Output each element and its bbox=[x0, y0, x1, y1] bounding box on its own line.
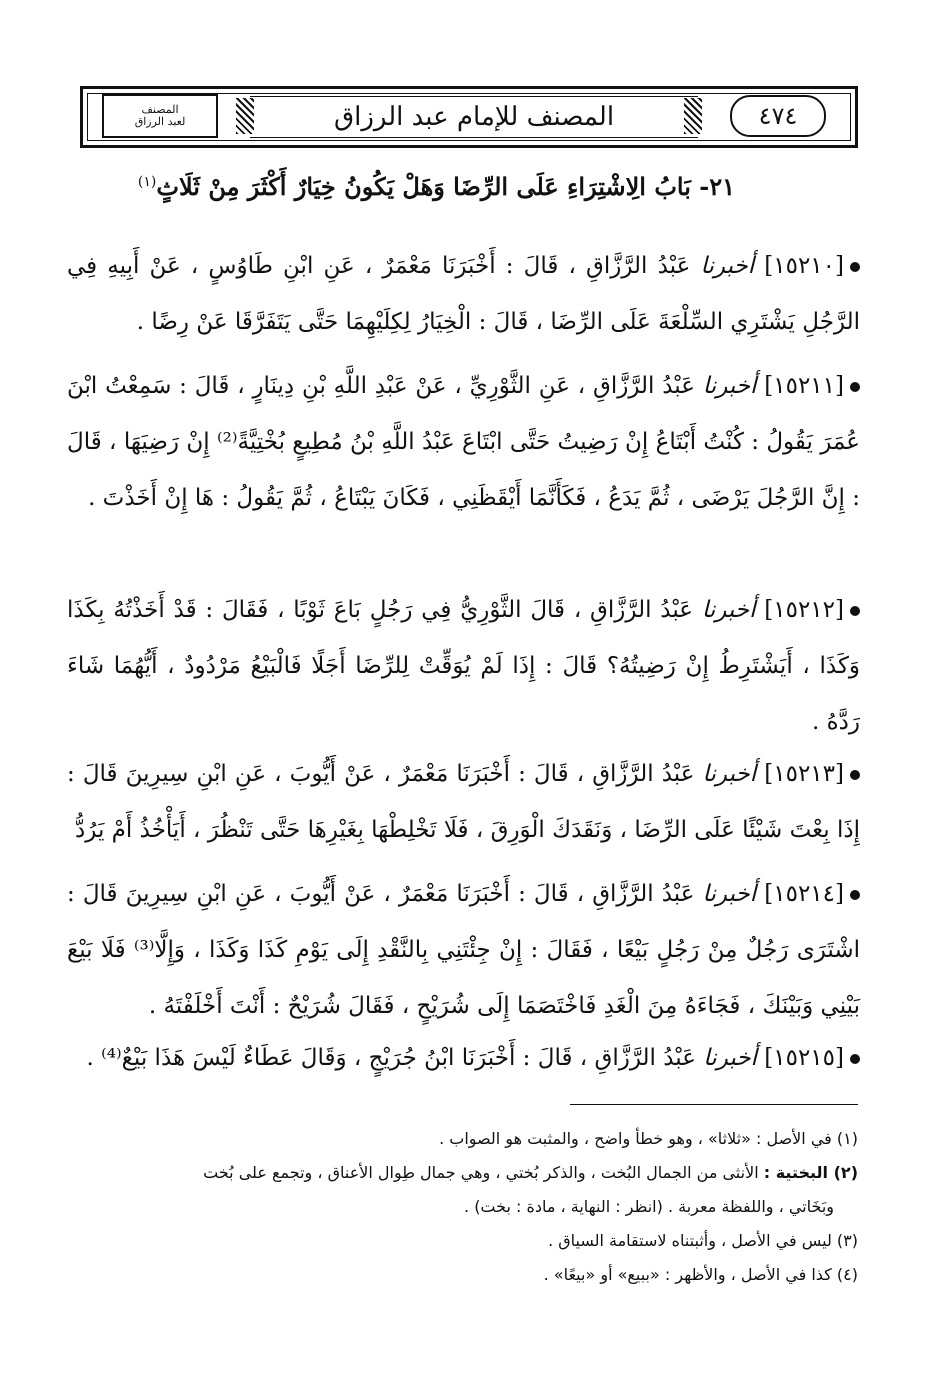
chapter-note-ref: (١) bbox=[137, 174, 157, 190]
akhbarana-mark: أخبرنا bbox=[702, 373, 757, 399]
hadith-text: عَبْدُ الرَّزَّاقِ ، قَالَ : أَخْبَرَنَا ابْنُ جُرَيْجٍ ، وَقَالَ عَطَاءٌ لَيْسَ هَذَا بَيْعٌ⁽⁴⁾ . bbox=[86, 1045, 696, 1071]
hadith-entry bbox=[67, 746, 860, 858]
running-header bbox=[80, 86, 858, 148]
footnote-label: (٢) البختية : bbox=[763, 1163, 858, 1182]
akhbarana-mark: أخبرنا bbox=[703, 1045, 757, 1071]
chapter-title: ٢١- بَابُ الِاشْتِرَاءِ عَلَى الرِّضَا وَهَلْ يَكُونُ خِيَارٌ أَكْثَرَ مِنْ ثَلَاثٍ bbox=[156, 172, 735, 201]
bullet-icon bbox=[850, 890, 860, 900]
footnote-text: (١) في الأصل : «ثلاثا» ، وهو خطأ واضح ، والمثبت هو الصواب . bbox=[439, 1129, 858, 1148]
footnote bbox=[66, 1156, 858, 1190]
hadith-entry bbox=[67, 238, 860, 350]
hadith-entry bbox=[67, 1030, 860, 1086]
footnote-continuation bbox=[66, 1190, 858, 1224]
bullet-icon bbox=[850, 382, 860, 392]
chapter-heading bbox=[138, 172, 735, 201]
footnote bbox=[66, 1224, 858, 1258]
bullet-icon bbox=[850, 1054, 860, 1064]
footnote-text: وبَخَاتي ، واللفظة معربة . (انظر : النهاية ، مادة : بخت) . bbox=[464, 1197, 834, 1216]
hadith-text: عَبْدُ الرَّزَّاقِ ، عَنِ الثَّوْرِيِّ ، عَنْ عَبْدِ اللَّهِ بْنِ دِينَارٍ ، قَالَ : سَمِعْتُ ابْنَ عُمَرَ يَقُولُ : كُنْتُ أَبْتَاعُ إِنْ رَضِيتُ حَتَّى ابْتَاعَ عَبْدُ اللَّهِ بْنُ مُطِيعٍ بُخْتِيَّةً⁽²⁾ إِنْ رَضِيَهَا ، قَالَ : إِنَّ الرَّجُلَ يَرْضَى ، ثُمَّ يَدَعُ ، فَكَأَنَّمَا أَيْقَظَنِي ، فَكَانَ يَبْتَاعُ ، ثُمَّ يَقُولُ : هَا إِنْ أَخَذْتَ . bbox=[67, 373, 861, 511]
footnote-text: (٤) كذا في الأصل ، والأظهر : «ببيع» أو «بيعًا» . bbox=[543, 1265, 858, 1284]
hadith-entry bbox=[67, 358, 860, 526]
running-title: المصنف للإمام عبد الرزاق bbox=[250, 96, 698, 138]
hadith-entry bbox=[67, 582, 860, 750]
footnotes bbox=[66, 1122, 858, 1292]
bullet-icon bbox=[850, 606, 860, 616]
book-seal-text: المصنف لعبد الرزاق bbox=[102, 94, 218, 138]
footnote bbox=[66, 1258, 858, 1292]
hadith-text: عَبْدُ الرَّزَّاقِ ، قَالَ : أَخْبَرَنَا مَعْمَرٌ ، عَنِ ابْنِ طَاوُسٍ ، عَنْ أَبِيهِ فِي الرَّجُلِ يَشْتَرِي السِّلْعَةَ عَلَى الرِّضَا ، قَالَ : الْخِيَارُ لِكِلَيْهِمَا حَتَّى يَتَفَرَّقَا عَنْ رِضًا . bbox=[67, 253, 860, 335]
hadith-text: عَبْدُ الرَّزَّاقِ ، قَالَ : أَخْبَرَنَا مَعْمَرٌ ، عَنْ أَيُّوبَ ، عَنِ ابْنِ سِيرِينَ قَالَ : إِذَا بِعْتَ شَيْئًا عَلَى الرِّضَا ، وَنَقَدَكَ الْوَرِقَ ، فَلَا تَخْلِطْهَا بِغَيْرِهَا حَتَّى تَنْظُرَ ، أَيَأْخُذُ أَمْ يَرُدُّ bbox=[67, 761, 860, 843]
hadith-number: [١٥٢١٢] bbox=[764, 597, 845, 623]
page-number-cartouche bbox=[708, 94, 848, 138]
hadith-number: [١٥٢١٣] bbox=[764, 761, 844, 787]
hadith-text: عَبْدُ الرَّزَّاقِ ، قَالَ : أَخْبَرَنَا مَعْمَرٌ ، عَنْ أَيُّوبَ ، عَنِ ابْنِ سِيرِينَ قَالَ : اشْتَرَى رَجُلٌ مِنْ رَجُلٍ بَيْعًا ، فَقَالَ : إِنْ جِئْتَنِي بِالنَّقْدِ إِلَى يَوْمِ كَذَا وَكَذَا ، وَإِلَّا⁽³⁾ فَلَا بَيْعَ بَيْنِي وَبَيْنَكَ ، فَجَاءَهُ مِنَ الْغَدِ فَاخْتَصَمَا إِلَى شُرَيْحٍ ، فَقَالَ شُرَيْحٌ : أَنْتَ أَخْلَفْتَهُ . bbox=[67, 881, 860, 1019]
footnote bbox=[66, 1122, 858, 1156]
footnote-separator bbox=[570, 1104, 858, 1105]
hadith-text: عَبْدُ الرَّزَّاقِ ، قَالَ الثَّوْرِيُّ فِي رَجُلٍ بَاعَ ثَوْبًا ، فَقَالَ : قَدْ أَخَذْتُهُ بِكَذَا وَكَذَا ، أَيَشْتَرِطُ إِنْ رَضِيتُهُ؟ قَالَ : إِذَا لَمْ يُوَقِّتْ لِلرِّضَا أَجَلًا فَالْبَيْعُ مَرْدُودٌ ، أَيُّهُمَا شَاءَ رَدَّهُ . bbox=[67, 597, 860, 735]
akhbarana-mark: أخبرنا bbox=[702, 881, 757, 907]
bullet-icon bbox=[850, 770, 860, 780]
akhbarana-mark: أخبرنا bbox=[700, 253, 755, 279]
page-number: ٤٧٤ bbox=[730, 95, 826, 137]
footnote-text: الأنثى من الجمال البُخت ، والذكر بُختي ، وهي جمال طِوال الأعناق ، وتجمع على بُخت bbox=[203, 1163, 759, 1182]
akhbarana-mark: أخبرنا bbox=[702, 761, 757, 787]
hadith-entry bbox=[67, 866, 860, 1034]
akhbarana-mark: أخبرنا bbox=[701, 597, 756, 623]
hadith-number: [١٥٢١٤] bbox=[764, 881, 844, 907]
hadith-number: [١٥٢١١] bbox=[764, 373, 845, 399]
hadith-number: [١٥٢١٥] bbox=[764, 1045, 844, 1071]
book-seal-ornament bbox=[90, 94, 230, 138]
footnote-text: (٣) ليس في الأصل ، وأثبتناه لاستقامة السياق . bbox=[548, 1231, 858, 1250]
hadith-number: [١٥٢١٠] bbox=[764, 253, 845, 279]
bullet-icon bbox=[850, 262, 860, 272]
